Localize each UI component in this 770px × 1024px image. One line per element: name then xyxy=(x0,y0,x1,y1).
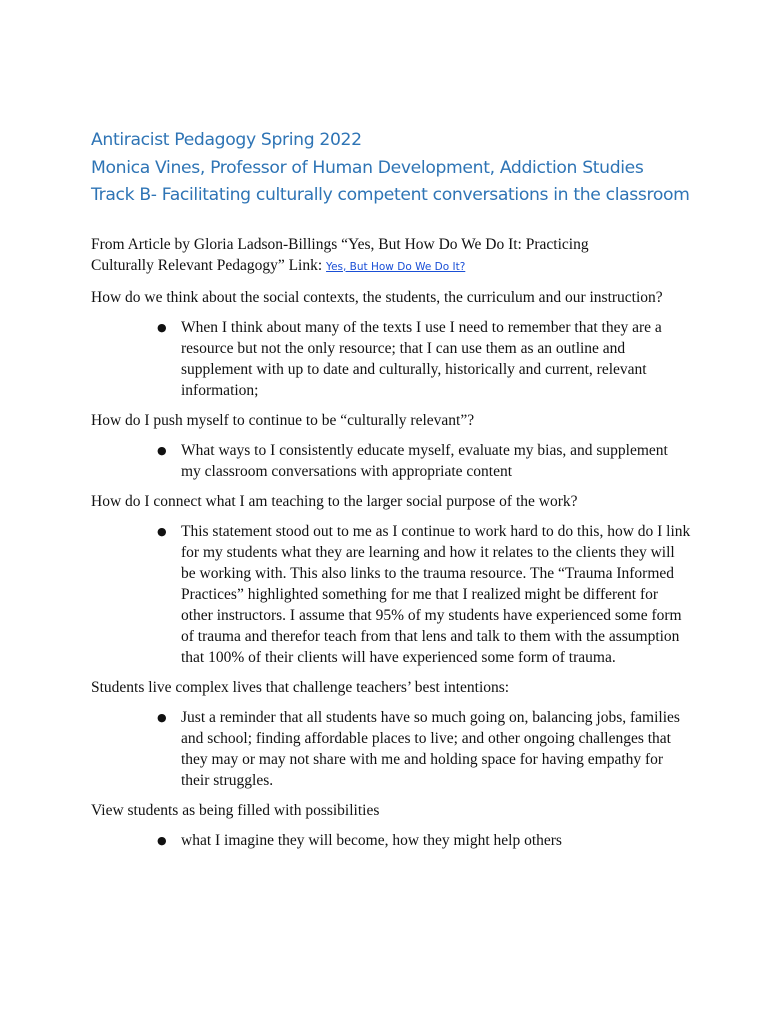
bullet-icon: ● xyxy=(157,524,167,538)
bullet-item xyxy=(157,521,691,668)
bullet-text: When I think about many of the texts I use I need to remember that they are a resource but not the only resource; that I can use them as an outline and supplement with up to date and culturally, historically and current, relevant information; xyxy=(181,318,662,399)
bullet-icon: ● xyxy=(157,833,167,847)
intro-line-2: Culturally Relevant Pedagogy” Link: xyxy=(91,256,327,274)
bullet-list xyxy=(91,707,691,791)
bullet-item xyxy=(157,830,691,851)
heading-author: Monica Vines, Professor of Human Development, Addiction Studies xyxy=(91,157,644,178)
bullet-icon: ● xyxy=(157,710,167,724)
document-content xyxy=(91,127,691,860)
bullet-text: Just a reminder that all students have so much going on, balancing jobs, families and school; finding affordable places to live; and other ongoing challenges that they may or may not share with me and holding space for having empathy for their struggles. xyxy=(181,708,680,789)
bullet-list xyxy=(91,521,691,668)
bullet-text: what I imagine they will become, how they might help others xyxy=(181,831,562,849)
bullet-icon: ● xyxy=(157,320,167,334)
bullet-list xyxy=(91,440,691,482)
bullet-item xyxy=(157,440,691,482)
bullet-icon: ● xyxy=(157,443,167,457)
bullet-item xyxy=(157,317,691,401)
heading-title: Antiracist Pedagogy Spring 2022 xyxy=(91,130,362,150)
bullet-list xyxy=(91,317,691,401)
article-link[interactable]: Yes, But How Do We Do It? xyxy=(326,260,466,273)
heading-track: Track B- Facilitating culturally competent conversations in the classroom xyxy=(91,185,690,205)
bullet-text: What ways to I consistently educate myself, evaluate my bias, and supplement my classroom conversations with appropriate content xyxy=(181,441,668,480)
intro-paragraph xyxy=(91,234,691,278)
section-question: View students as being filled with possibilities xyxy=(91,801,380,819)
bullet-text: This statement stood out to me as I continue to work hard to do this, how do I link for my students what they are learning and how it relates to the clients they will be working with. This also links to the trauma resource. The “Trauma Informed Practices” highlighted something for me that I realized might be different for other instructors. I assume that 95% of my students have experienced some form of trauma and therefor teach from that lens and talk to them with the assumption that 100% of their clients will have experienced some form of trauma. xyxy=(181,522,691,666)
bullet-item xyxy=(157,707,691,791)
intro-line-1: From Article by Gloria Ladson-Billings “Yes, But How Do We Do It: Practicing xyxy=(91,235,589,253)
section-question: How do we think about the social contexts, the students, the curriculum and our instruction? xyxy=(91,288,663,306)
section-question: How do I push myself to continue to be “culturally relevant”? xyxy=(91,411,475,429)
section-question: Students live complex lives that challenge teachers’ best intentions: xyxy=(91,678,510,696)
section-question: How do I connect what I am teaching to the larger social purpose of the work? xyxy=(91,492,578,510)
bullet-list xyxy=(91,830,691,851)
document-heading xyxy=(91,127,691,210)
